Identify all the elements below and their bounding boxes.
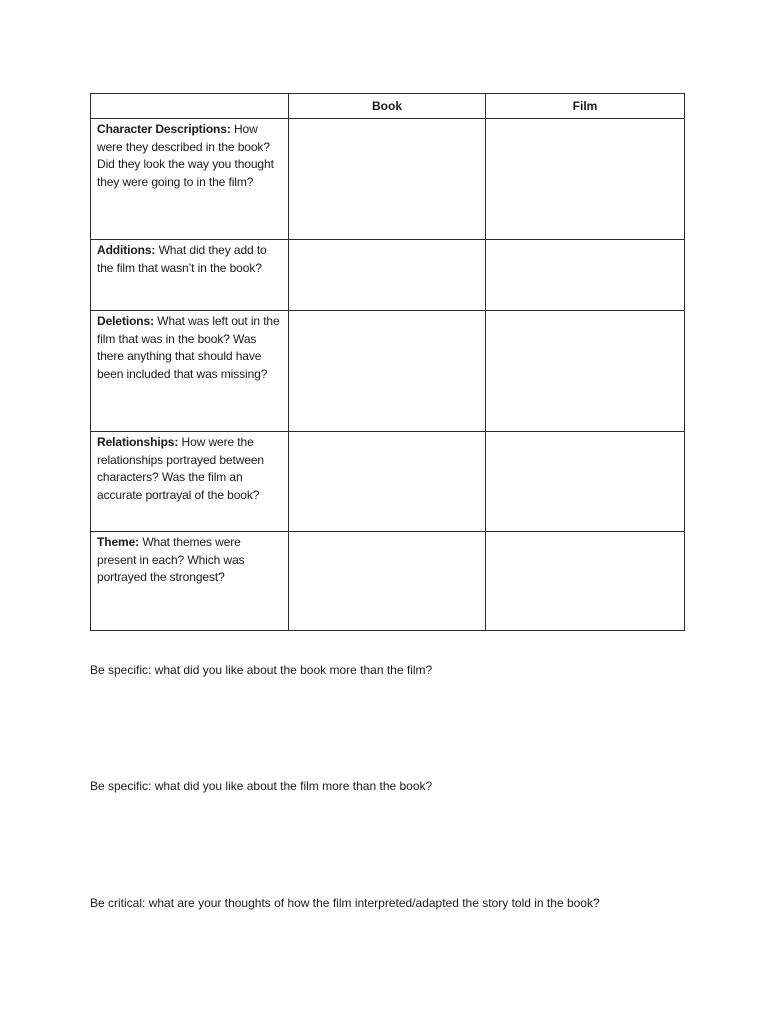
book-film-comparison-table — [90, 93, 685, 631]
film-answer-cell[interactable] — [486, 119, 685, 240]
row-prompt-cell — [91, 311, 289, 432]
question-lead: Be specific: — [90, 779, 152, 793]
row-question: How were the relationships portrayed between characters? Was the film an accurate portrayal of the book? — [97, 435, 265, 502]
table-row-character-descriptions — [91, 119, 685, 240]
row-label: Character Descriptions: — [97, 122, 231, 136]
table-row-relationships — [91, 432, 685, 532]
row-prompt-cell — [91, 240, 289, 311]
row-prompt — [91, 311, 288, 383]
header-book: Book — [289, 94, 486, 119]
row-question: What did they add to the film that wasn’t in the book? — [97, 243, 267, 275]
question-film-over-book — [90, 778, 432, 794]
question-text: what are your thoughts of how the film interpreted/adapted the story told in the book? — [148, 896, 600, 910]
row-label: Relationships: — [97, 435, 179, 449]
film-answer-cell[interactable] — [486, 432, 685, 532]
row-prompt-cell — [91, 432, 289, 532]
question-text: what did you like about the book more than the film? — [154, 663, 433, 677]
film-answer-cell[interactable] — [486, 532, 685, 631]
book-answer-cell[interactable] — [289, 240, 486, 311]
question-lead: Be specific: — [90, 663, 152, 677]
row-prompt — [91, 119, 288, 191]
book-answer-cell[interactable] — [289, 311, 486, 432]
film-answer-cell[interactable] — [486, 311, 685, 432]
book-answer-cell[interactable] — [289, 432, 486, 532]
header-blank-cell — [91, 94, 289, 119]
question-book-over-film — [90, 662, 432, 678]
question-text: what did you like about the film more than the book? — [154, 779, 433, 793]
header-film: Film — [486, 94, 685, 119]
table-header-row — [91, 94, 685, 119]
book-answer-cell[interactable] — [289, 532, 486, 631]
table-row-additions — [91, 240, 685, 311]
question-lead: Be critical: — [90, 896, 146, 910]
row-label: Additions: — [97, 243, 156, 257]
row-prompt-cell — [91, 119, 289, 240]
row-prompt — [91, 240, 288, 277]
row-prompt — [91, 432, 288, 504]
row-label: Theme: — [97, 535, 140, 549]
row-question: What themes were present in each? Which was portrayed the strongest? — [97, 535, 245, 584]
row-question: What was left out in the film that was in the book? Was there anything that should have been included that was missing? — [97, 314, 280, 381]
row-prompt-cell — [91, 532, 289, 631]
table-row-deletions — [91, 311, 685, 432]
row-question: How were they described in the book? Did they look the way you thought they were going to in the film? — [97, 122, 274, 189]
book-answer-cell[interactable] — [289, 119, 486, 240]
row-prompt — [91, 532, 288, 587]
table-row-theme — [91, 532, 685, 631]
row-label: Deletions: — [97, 314, 155, 328]
question-critical-adaptation — [90, 895, 600, 911]
film-answer-cell[interactable] — [486, 240, 685, 311]
